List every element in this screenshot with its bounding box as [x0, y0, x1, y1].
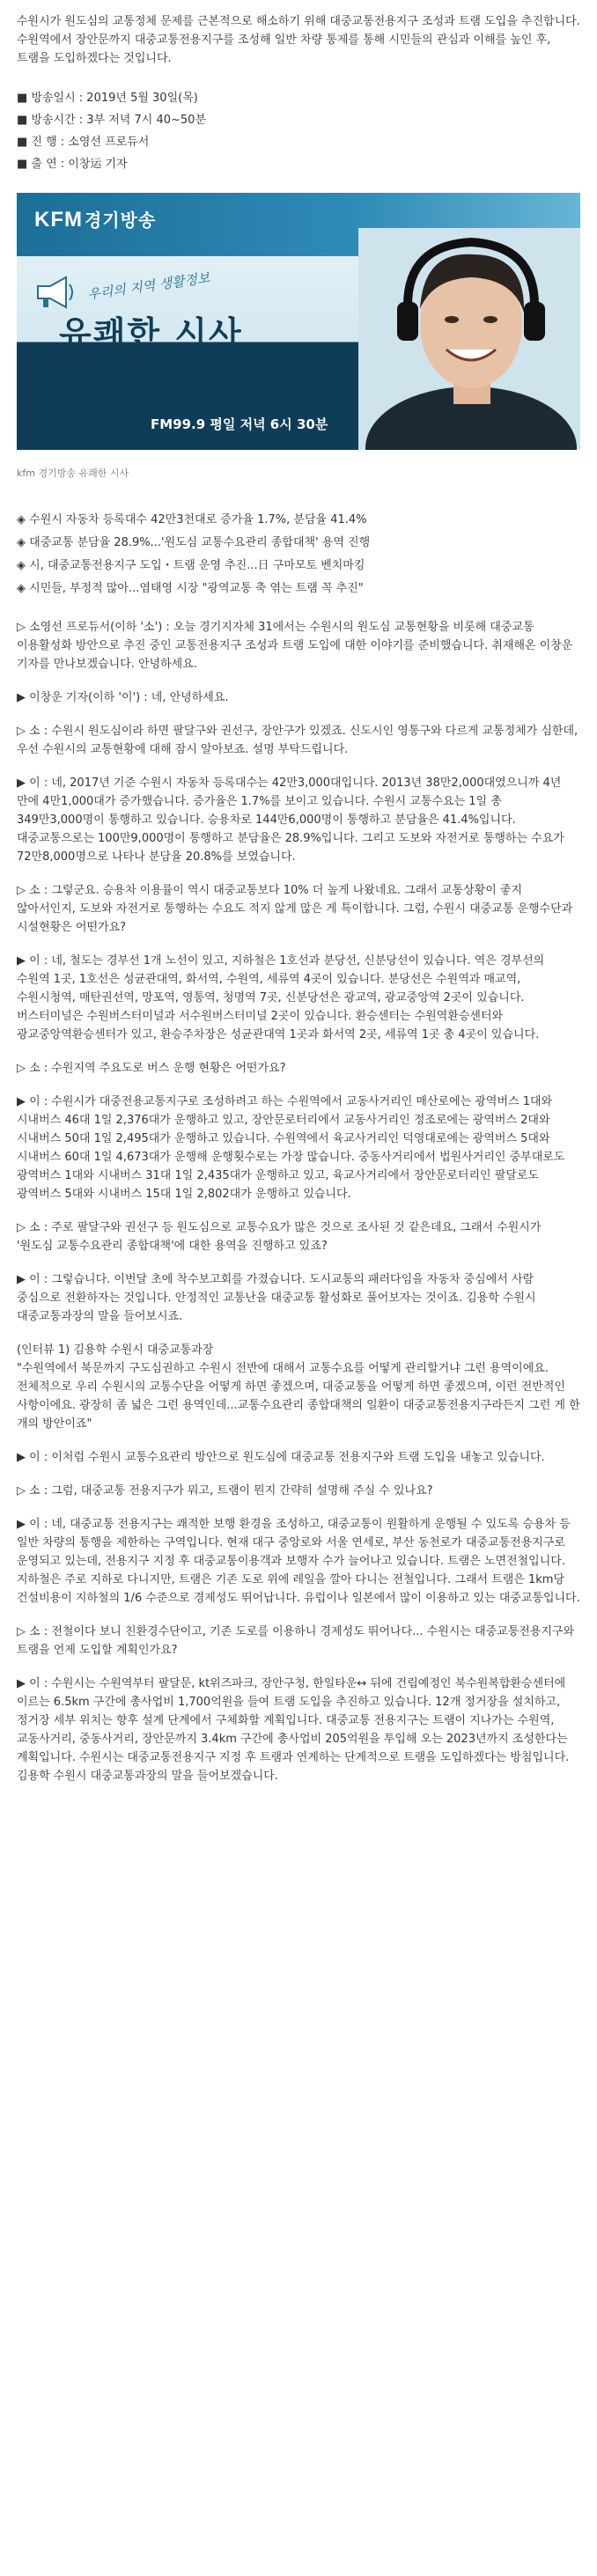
dialogue-paragraph: ▷ 소 : 주로 팔달구와 권선구 등 원도심으로 교통수요가 많은 것으로 조사된 것 같은데요, 그래서 수원시가 '원도심 교통수요관리 종합대책'에 대한 용역을 진행하고 있죠? — [17, 1221, 542, 1253]
dialogue-paragraph: ▷ 소 : 수원시 원도심이라 하면 팔달구와 권선구, 장안구가 있겠죠. 신도시인 영통구와 다르게 교통정체가 심한데, 우선 수원시의 교통현황에 대해 잠시 알아보죠. 설명 부탁드립니다. — [17, 725, 579, 756]
dialogue-paragraph: ▷ 소 : 그렇군요. 승용차 이용률이 역시 대중교통보다 10% 더 높게 나왔네요. 그래서 교통상황이 좋지 않아서인지, 도보와 자전거로 통행하는 수요도 적지 않게 많은 게 특이합니다. 그럼, 수원시 대중교통 운행수단과 시설현황은 어떤가요? — [17, 884, 573, 934]
broadcast-info — [17, 87, 580, 175]
dialogue-paragraph: ▷ 소 : 수원지역 주요도로 버스 운행 현황은 어떤가요? — [17, 1062, 286, 1075]
logo-sub: 경기방송 — [84, 211, 157, 231]
host-line: 소영선 입니다. — [140, 362, 315, 391]
summary-bullet: ◈ 시민들, 부정적 많아...염태영 시장 "광역교통 축 엮는 트램 꼭 추진" — [17, 582, 364, 595]
dialogue-paragraph: ▶ 이 : 네, 철도는 경부선 1개 노선이 있고, 지하철은 1호선과 분당선, 신분당선이 있습니다. 역은 경부선의 수원역 1곳, 1호선은 성균관대역, 화서역, 수원역, 세류역 4곳이 있습니다. 분당선은 수원역과 매교역, 수원시청역, 매탄권선역, 망포역, 영통역, 청명역 7곳, 신분당선은 광교역, 광교중앙역 2곳이 있습니다. 버스터미널은 수원버스터미널과 서수원버스터미널 2곳이 있습니다. 환승센터는 수원역환승센터와 광교중앙역환승센터가 있고, 환승주차장은 성균관대역 1곳과 화서역 2곳, 세류역 1곳 총 4곳이 있습니다. — [17, 954, 545, 1041]
interview-quote: "수원역에서 북문까지 구도심권하고 수원시 전반에 대해서 교통수요를 어떻게 관리할거냐 그런 용역이에요. 전체적으로 우리 수원시의 교통수단을 어떻게 하면 좋겠으며, 대중교통을 어떻게 하면 좋겠으며, 이런 전반적인 사항이에요. 광장히 좀 넓은 그런 용역인데...교통수요관리 종합대책의 일환이 대중교통전용지구라든지 그런 게 한 개의 방안이죠" — [17, 1362, 580, 1431]
summary-bullet: ◈ 시, 대중교통전용지구 도입・트램 운영 추진...日 구마모토 벤치마킹 — [17, 559, 365, 572]
dialogue-paragraph: ▶ 이 : 수원시는 수원역부터 팔달문, kt위즈파크, 장안구청, 한일타운↔ 뒤에 건립예정인 북수원복합환승센터에 이르는 6.5km 구간에 총사업비 1,700억원을 들여 트램 도입을 추진하고 있습니다. 12개 정거장을 설치하고, 정거장 세부 위치는 향후 설계 단계에서 구체화할 계획입니다. 대중교통 전용지구는 트램이 지나가는 수원역, 교동사거리, 중동사거리, 장안문까지 3.4km 구간에 총사업비 205억원을 투입해 오는 2023년까지 조성한다는 계획입니다. 수원시는 대중교통전용지구 지정 후 트램과 연계하는 단계적으로 트램을 도입하겠다는 방침입니다. 김용학 수원시 대중교통과장의 말을 들어보겠습니다. — [17, 1677, 570, 1783]
dialogue-paragraph: ▶ 이 : 수원시가 대중전용교통지구로 조성하려고 하는 수원역에서 교동사거리인 매산로에는 광역버스 1대와 시내버스 46대 1일 2,376대가 운행하고 있고, 장안문로터리에서 교동사거리인 정조로에는 광역버스 2대와 시내버스 50대 1일 2,495대가 운행하고 있습니다. 수원역에서 육교사거리인 덕영대로에는 광역버스 5대와 시내버스 60대 1일 4,673대가 운행해 운행횟수로는 가장 많습니다. 중동사거리에서 법원사거리인 중부대로도 광역버스 1대와 시내버스 31대 1일 2,435대가 운행하고 있고, 육교사거리에서 장안문로터리인 팔달로도 광역버스 5대와 시내버스 15대 1일 2,802대가 운행하고 있습니다. — [17, 1095, 565, 1201]
dialogue-paragraph: ▶ 이 : 그렇습니다. 이번달 초에 착수보고회를 가졌습니다. 도시교통의 패러다임을 자동차 중심에서 사람 중심으로 전환하자는 것입니다. 안정적인 교통난을 대중교통 활성화로 풀어보자는 것이죠. 김용학 수원시 대중교통과장의 말을 들어보시죠. — [17, 1273, 536, 1323]
station-logo — [34, 210, 156, 231]
image-caption: kfm 경기방송 유쾌한 시사 — [17, 467, 129, 479]
show-title: 유쾌한 시사 — [59, 314, 243, 353]
summary-bullets — [17, 509, 580, 600]
interview-block — [17, 1341, 580, 1433]
broadcast-schedule: FM99.9 평일 저녁 6시 30분 — [151, 416, 328, 432]
article-intro: 수원시가 원도심의 교통정체 문제를 근본적으로 해소하기 위해 대중교통전용지구 조성과 트램 도입을 추진합니다.수원역에서 장안문까지 대중교통전용지구를 조성해 일반 차량 통제를 통해 시민들의 관심과 이해를 높인 후, 트램을 도입하겠다는 것입니다. — [17, 15, 580, 65]
broadcast-host: ■ 진 행 : 소영선 프로듀서 — [17, 136, 150, 149]
dialogue-paragraph: ▶ 이 : 네, 대중교통 전용지구는 쾌적한 보행 환경을 조성하고, 대중교통이 원활하게 운행될 수 있도록 승용차 등 일반 차량의 통행을 제한하는 구역입니다. 현재 대구 중앙로와 서울 연세로, 부산 동천로가 대중교통전용지구로 운영되고 있는데, 전용지구 지정 후 대중교통이용객과 보행자 수가 늘어나고 있습니다. 트램은 노면전철입니다. 지하철은 주로 지하로 다니지만, 트램은 기존 도로 위에 레일을 깔아 다니는 전철입니다. 그래서 트램은 1km당 건설비용이 지하철의 1/6 수준으로 경제성도 뛰어납니다. 유럽이나 일본에서 많이 이용하고 있는 대중교통입니다. — [17, 1518, 580, 1605]
dialogue-paragraph: ▶ 이 : 네, 2017년 기준 수원시 자동차 등록대수는 42만3,000대입니다. 2013년 38만2,000대였으니까 4년 만에 4만1,000대가 증가했습니다. 증가율은 1.7%를 보이고 있습니다. 수원시 교통수요는 1일 총 349만3,000명이 통행하고 있습니다. 승용차로 144만6,000명이 통행하고 분담율은 41.4%입니다. 대중교통으로는 100만9,000명이 통행하고 분담율은 28.9%입니다. 그리고 도보와 자전거로 통행하는 수요가 72만8,000명으로 나타나 분담율 20.8%를 보였습니다. — [17, 776, 564, 864]
logo-main: KFM — [34, 208, 83, 232]
banner-slogan: 우리의 지역 생활정보 — [86, 269, 211, 303]
dialogue-paragraph: ▶ 이창운 기자(이하 '이') : 네, 안녕하세요. — [17, 691, 229, 704]
dialogue-paragraph: ▶ 이 : 이처럼 수원시 교통수요관리 방안으로 원도심에 대중교통 전용지구와 트램 도입을 내놓고 있습니다. — [17, 1451, 545, 1464]
megaphone-icon — [34, 274, 77, 311]
summary-bullet: ◈ 대중교통 분담율 28.9%...'원도심 교통수요관리 종합대책' 용역 진행 — [17, 536, 371, 549]
host-portrait — [358, 228, 580, 450]
summary-bullet: ◈ 수원시 자동차 등록대수 42만3천대로 증가율 1.7%, 분담율 41.4% — [17, 513, 367, 526]
broadcast-time: ■ 방송시간 : 3부 저녁 7시 40~50분 — [17, 114, 206, 127]
broadcast-guest: ■ 출 연 : 이창运 기자 — [17, 158, 128, 171]
dialogue-paragraph: ▷ 소영선 프로듀서(이하 '소') : 오늘 경기지자체 31에서는 수원시의 원도심 교통현황을 비롯해 대중교통 이용활성화 방안으로 추진 중인 교통전용지구 조성과 트램 도입에 대한 이야기를 준비했습니다. 취재해온 이창운 기자를 만나보겠습니다. 안녕하세요. — [17, 621, 573, 671]
program-banner-image — [17, 193, 580, 450]
broadcast-date: ■ 방송일시 : 2019년 5월 30일(목) — [17, 92, 198, 105]
interview-heading: (인터뷰 1) 김용학 수원시 대중교통과장 — [17, 1343, 214, 1357]
dialogue-paragraph: ▷ 소 : 전철이다 보니 친환경수단이고, 기존 도로를 이용하니 경제성도 뛰어나다... 수원시는 대중교통전용지구와 트램을 언제 도입할 계획인가요? — [17, 1625, 575, 1657]
dialogue-paragraph: ▷ 소 : 그럼, 대중교통 전용지구가 뭐고, 트램이 뭔지 간략히 설명해 주실 수 있나요? — [17, 1484, 433, 1498]
